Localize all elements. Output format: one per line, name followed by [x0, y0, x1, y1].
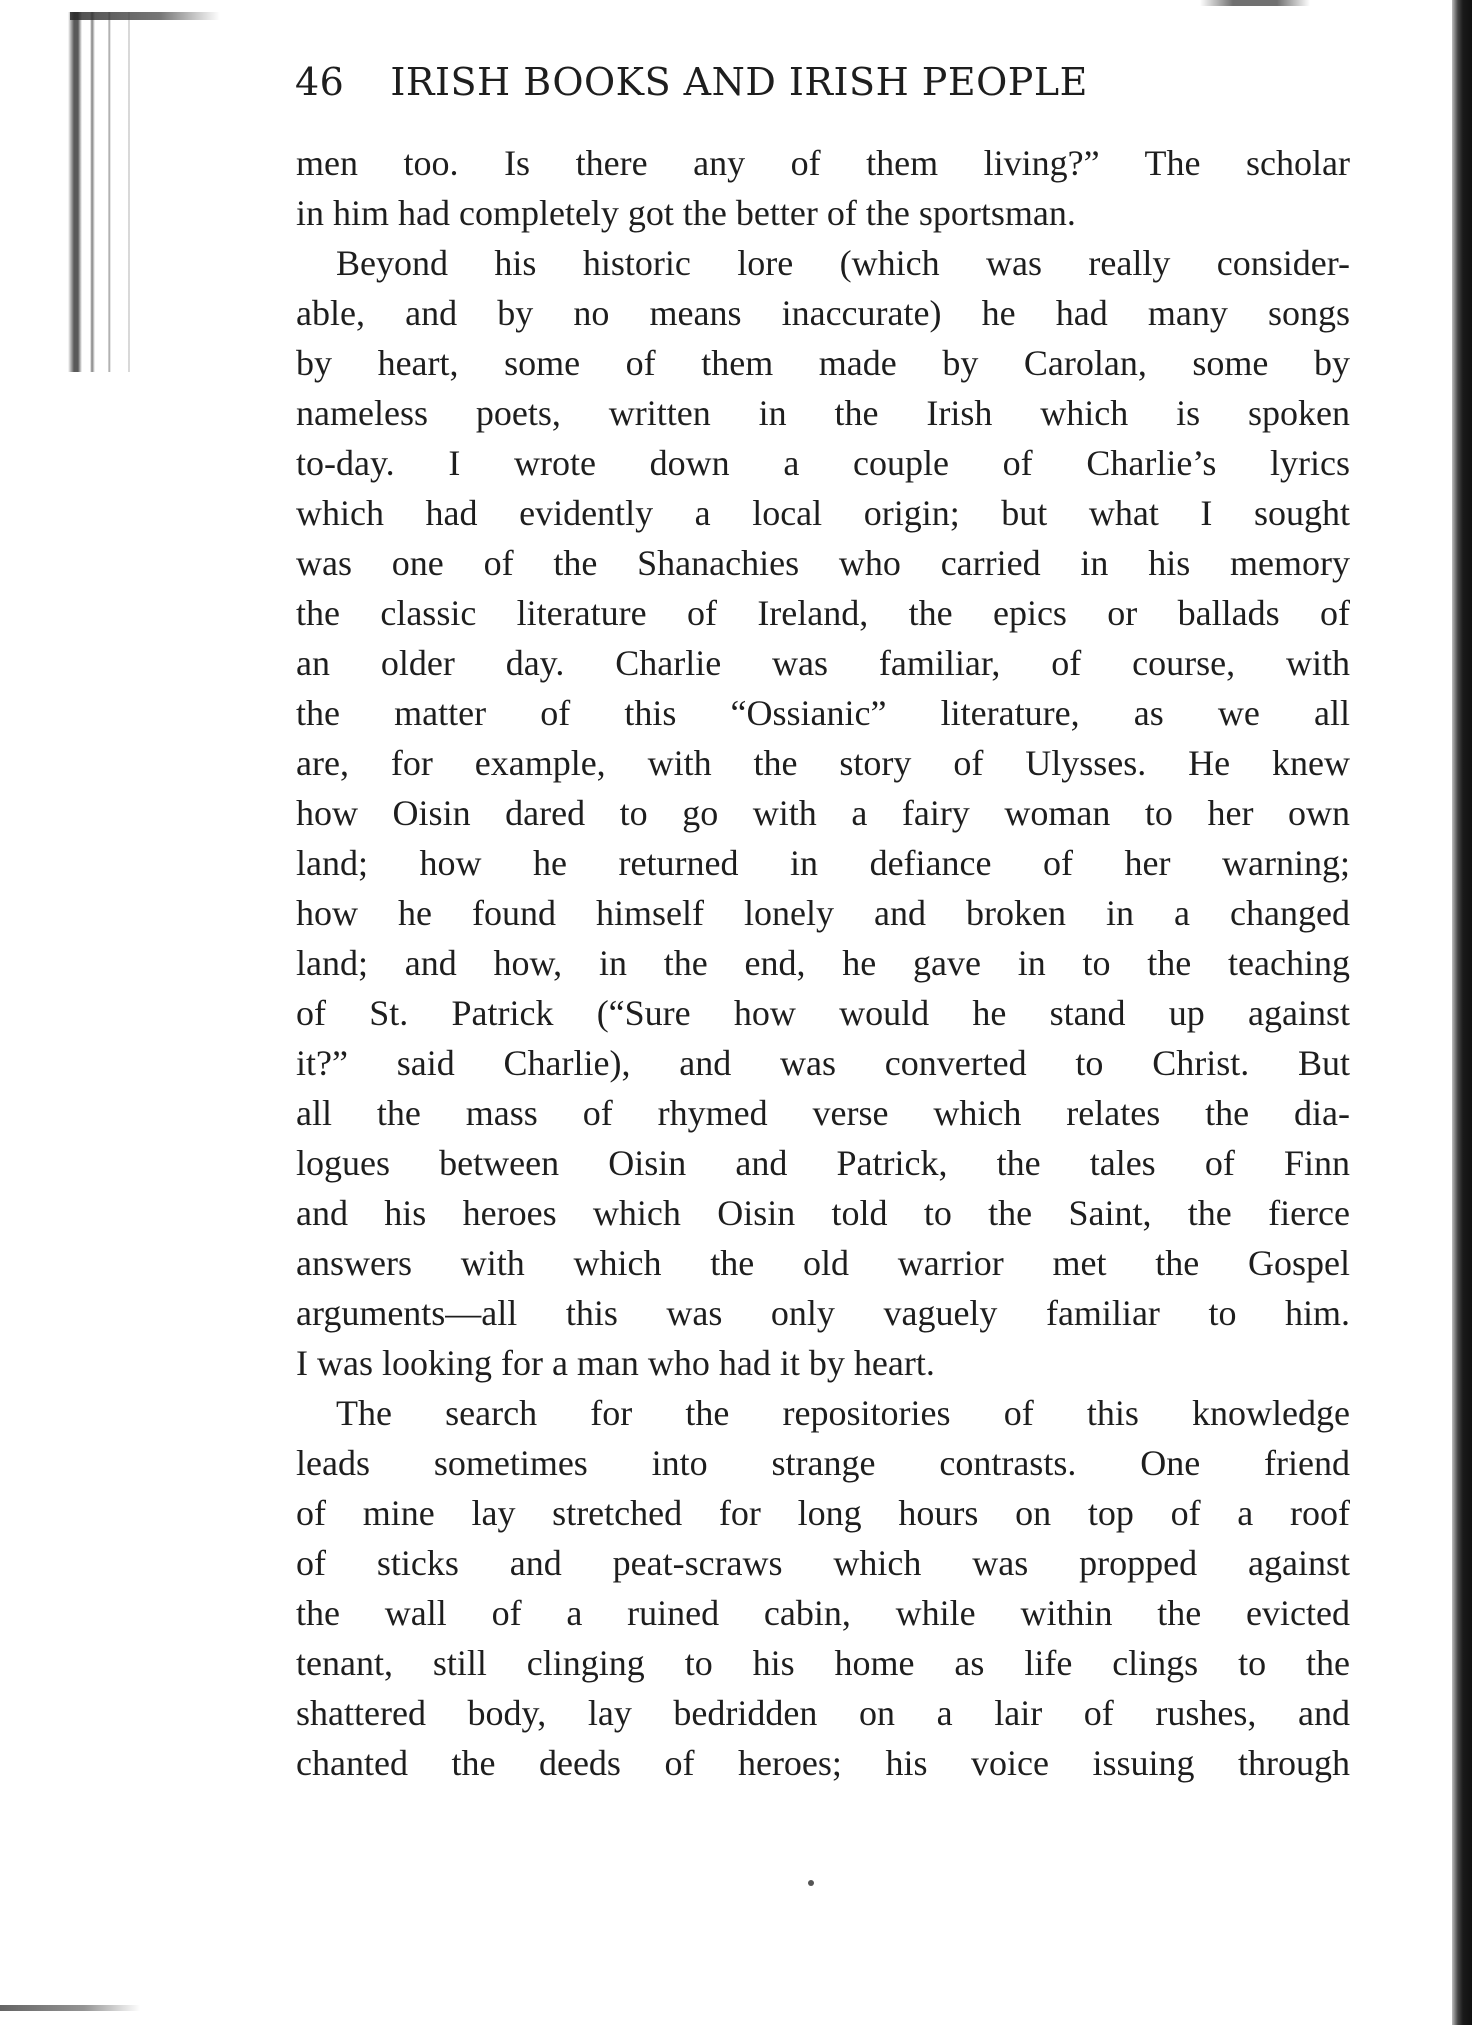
text-line: how Oisin dared to go with a fairy woman to her own	[296, 793, 1350, 833]
text-line: by heart, some of them made by Carolan, some by	[296, 343, 1350, 383]
text-line: the matter of this “Ossianic” literature, as we all	[296, 693, 1350, 733]
text-line: and his heroes which Oisin told to the Saint, the fierce	[296, 1193, 1350, 1233]
text-line: are, for example, with the story of Ulysses. He knew	[296, 743, 1350, 783]
text-line: I was looking for a man who had it by heart.	[296, 1343, 935, 1383]
text-line: was one of the Shanachies who carried in his memory	[296, 543, 1350, 583]
text-line: answers with which the old warrior met the Gospel	[296, 1243, 1350, 1283]
scan-edge-artifact	[70, 12, 220, 20]
running-head-title: IRISH BOOKS AND IRISH PEOPLE	[390, 60, 1088, 104]
text-line: men too. Is there any of them living?” The scholar	[296, 143, 1350, 183]
scan-edge-artifact	[1200, 0, 1310, 6]
text-line: logues between Oisin and Patrick, the tales of Finn	[296, 1143, 1350, 1183]
text-line: in him had completely got the better of the sportsman.	[296, 193, 1076, 233]
text-line: chanted the deeds of heroes; his voice issuing through	[296, 1743, 1350, 1783]
paragraph-first-line: The search for the repositories of this knowledge	[336, 1393, 1350, 1433]
text-line: all the mass of rhymed verse which relates the dia-	[296, 1093, 1350, 1133]
text-line: land; how he returned in defiance of her warning;	[296, 843, 1350, 883]
text-line: of St. Patrick (“Sure how would he stand up against	[296, 993, 1350, 1033]
scan-speck	[808, 1880, 814, 1886]
text-line: the classic literature of Ireland, the epics or ballads of	[296, 593, 1350, 633]
page-binding-edge	[1452, 0, 1472, 2025]
text-line: arguments—all this was only vaguely familiar to him.	[296, 1293, 1350, 1333]
text-line: it?” said Charlie), and was converted to Christ. But	[296, 1043, 1350, 1083]
text-line: an older day. Charlie was familiar, of course, with	[296, 643, 1350, 683]
running-head	[295, 52, 1215, 112]
text-line: the wall of a ruined cabin, while within the evicted	[296, 1593, 1350, 1633]
text-line: able, and by no means inaccurate) he had many songs	[296, 293, 1350, 333]
page-number: 46	[295, 60, 345, 104]
text-line: tenant, still clinging to his home as life clings to the	[296, 1643, 1350, 1683]
scan-edge-artifact	[0, 2005, 140, 2011]
body-text	[296, 138, 1350, 1788]
text-line: land; and how, in the end, he gave in to the teaching	[296, 943, 1350, 983]
text-line: to-day. I wrote down a couple of Charlie’s lyrics	[296, 443, 1350, 483]
text-line: how he found himself lonely and broken in a changed	[296, 893, 1350, 933]
text-line: shattered body, lay bedridden on a lair of rushes, and	[296, 1693, 1350, 1733]
text-line: of sticks and peat-scraws which was propped against	[296, 1543, 1350, 1583]
text-line: of mine lay stretched for long hours on top of a roof	[296, 1493, 1350, 1533]
text-line: leads sometimes into strange contrasts. One friend	[296, 1443, 1350, 1483]
paragraph-first-line: Beyond his historic lore (which was really consider-	[336, 243, 1350, 283]
text-line: nameless poets, written in the Irish which is spoken	[296, 393, 1350, 433]
text-line: which had evidently a local origin; but what I sought	[296, 493, 1350, 533]
scan-edge-artifact	[68, 12, 158, 372]
